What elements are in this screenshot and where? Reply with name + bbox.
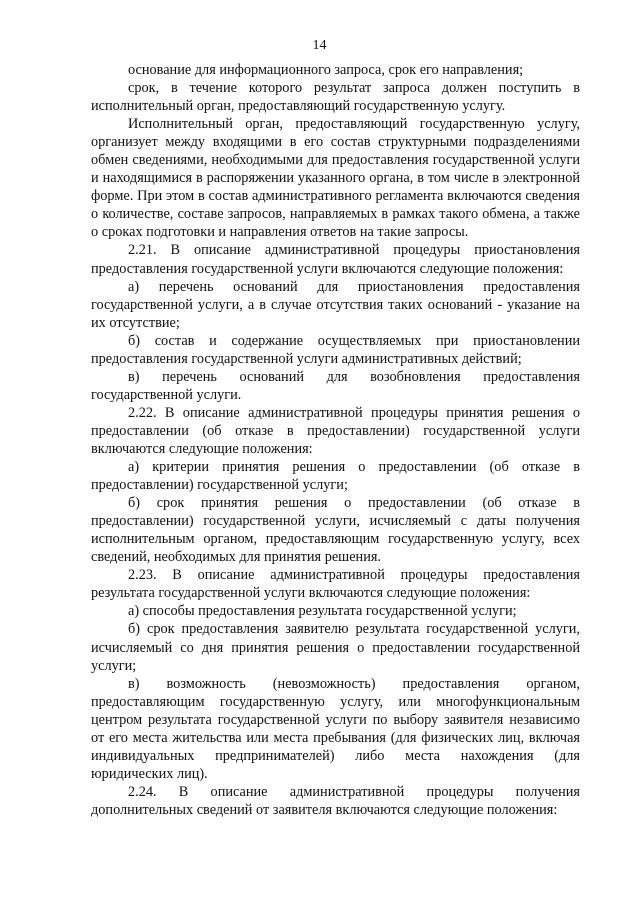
paragraph: основание для информационного запроса, срок его направления; [128, 62, 524, 78]
paragraph: Исполнительный орган, предоставляющий государственную услугу, организует между входящими в его состав структурными подразделениями обмен сведениями, необходимыми для предоставления государственной услуги и находящимися в распоряжении указанного органа, в том числе в электронной форме. При этом в состав административного регламента включаются сведения о количестве, составе запросов, направляемых в рамках такого обмена, а также о сроках подготовки и направления ответов на такие запросы. [91, 116, 580, 241]
section-2-21-paragraph: 2.21. В описание административной процедуры приостановления предоставления государственной услуги включаются следующие положения: [91, 242, 580, 277]
body-text [91, 61, 580, 819]
section-2-22-paragraph: 2.22. В описание административной процедуры принятия решения о предоставлении (об отказе в предоставлении) государственной услуги включаются следующие положения: [91, 404, 580, 457]
list-item-a: а) перечень оснований для приостановления предоставления государственной услуги, а в случае отсутствия таких оснований - указание на их отсутствие; [91, 278, 580, 331]
section-2-23-paragraph: 2.23. В описание административной процедуры предоставления результата государственной услуги включаются следующие положения: [91, 567, 580, 602]
list-item-b: б) срок предоставления заявителю результата государственной услуги, исчисляемый со дня принятия решения о предоставлении государственной услуги; [91, 621, 580, 674]
page-number: 14 [312, 38, 327, 53]
paragraph: срок, в течение которого результат запроса должен поступить в исполнительный орган, предоставляющий государственную услугу. [91, 80, 580, 115]
list-item-b: б) срок принятия решения о предоставлении (об отказе в предоставлении) государственной услуги, исчисляемый с даты получения исполнительным органом, предоставляющим государственную услугу, всех сведений, необходимых для принятия решения. [91, 495, 580, 566]
list-item-v: в) перечень оснований для возобновления предоставления государственной услуги. [91, 368, 580, 403]
list-item-v: в) возможность (невозможность) предоставления органом, предоставляющим государственную услугу, или многофункциональным центром результата государственной услуги по выбору заявителя независимо от его места жительства или места пребывания (для физических лиц, включая индивидуальных предпринимателей) либо места нахождения (для юридических лиц). [91, 675, 580, 782]
list-item-a: а) способы предоставления результата государственной услуги; [128, 603, 517, 620]
list-item-b: б) состав и содержание осуществляемых при приостановлении предоставления государственной услуги административных действий; [91, 332, 580, 367]
section-2-24-paragraph: 2.24. В описание административной процедуры получения дополнительных сведений от заявителя включаются следующие положения: [91, 783, 580, 818]
list-item-a: а) критерии принятия решения о предоставлении (об отказе в предоставлении) государственной услуги; [91, 459, 580, 494]
